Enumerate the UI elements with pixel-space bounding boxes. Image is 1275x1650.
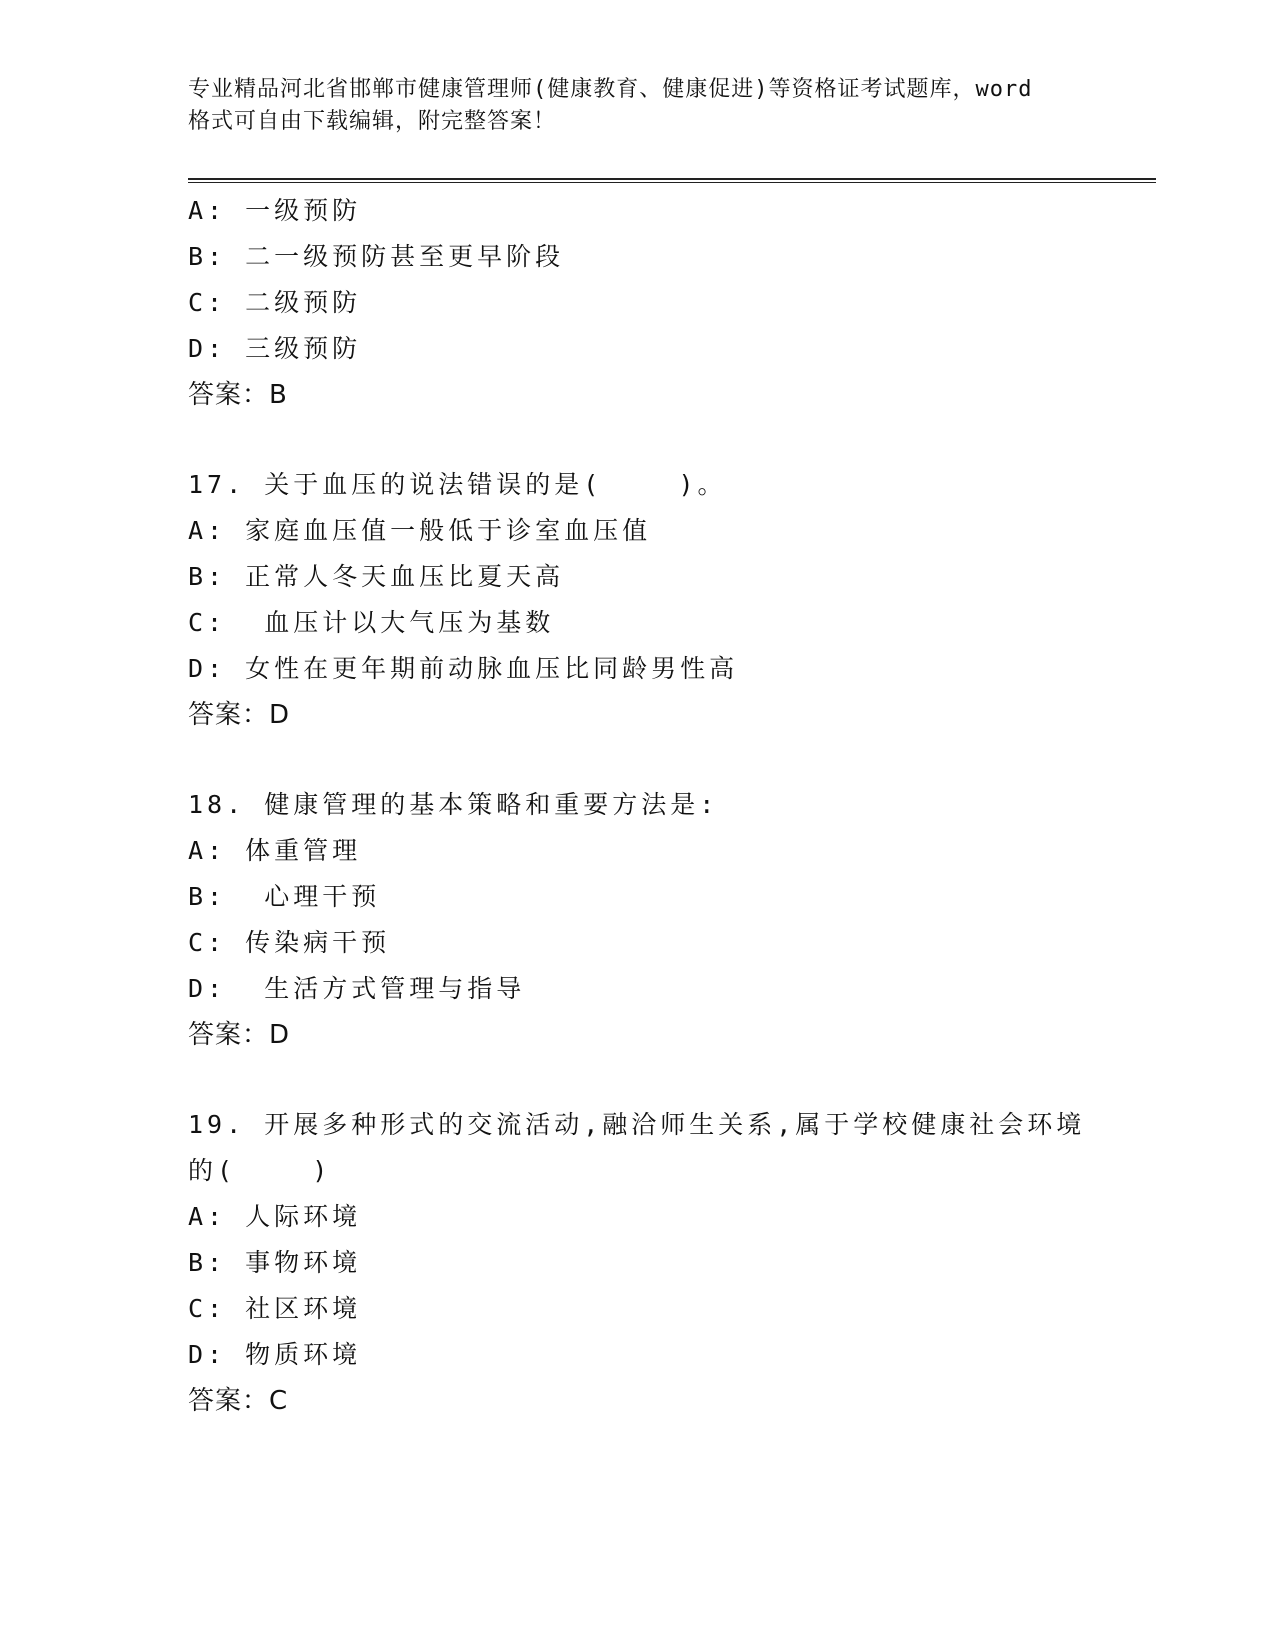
- document-header: [188, 74, 1088, 138]
- spacer: [188, 1058, 1088, 1102]
- option-b: B: 正常人冬天血压比夏天高: [188, 562, 565, 591]
- question-text: 17. 关于血压的说法错误的是( )。: [188, 470, 727, 499]
- option-c: C: 社区环境: [188, 1294, 362, 1323]
- option-d: D: 三级预防: [188, 334, 362, 363]
- option-b: B: 事物环境: [188, 1248, 362, 1277]
- option-d: D: 生活方式管理与指导: [188, 974, 526, 1003]
- spacer: [188, 738, 1088, 782]
- question-17: [188, 462, 1088, 738]
- option-b: B: 心理干预: [188, 882, 381, 911]
- question-text: 18. 健康管理的基本策略和重要方法是:: [188, 790, 719, 819]
- question-16: [188, 188, 1088, 418]
- header-line-1: 专业精品河北省邯郸市健康管理师(健康教育、健康促进)等资格证考试题库，word: [188, 77, 1033, 102]
- header-divider: [188, 178, 1156, 183]
- option-a: A: 家庭血压值一般低于诊室血压值: [188, 516, 652, 545]
- spacer: [188, 418, 1088, 462]
- answer: 答案：B: [188, 380, 288, 410]
- question-18: [188, 782, 1088, 1058]
- answer: 答案：C: [188, 1386, 289, 1416]
- option-a: A: 一级预防: [188, 196, 362, 225]
- answer: 答案：D: [188, 1020, 291, 1050]
- option-a: A: 人际环境: [188, 1202, 362, 1231]
- question-19: [188, 1102, 1088, 1424]
- header-line-2: 格式可自由下载编辑，附完整答案！: [188, 109, 557, 134]
- question-text-line-2: 的( ): [188, 1156, 332, 1185]
- option-b: B: 二一级预防甚至更早阶段: [188, 242, 565, 271]
- option-c: C: 血压计以大气压为基数: [188, 608, 555, 637]
- question-list: [188, 188, 1088, 1424]
- question-text-line-1: 19. 开展多种形式的交流活动,融洽师生关系,属于学校健康社会环境: [188, 1110, 1086, 1139]
- answer: 答案：D: [188, 700, 291, 730]
- option-a: A: 体重管理: [188, 836, 362, 865]
- option-d: D: 女性在更年期前动脉血压比同龄男性高: [188, 654, 739, 683]
- option-d: D: 物质环境: [188, 1340, 362, 1369]
- option-c: C: 传染病干预: [188, 928, 391, 957]
- option-c: C: 二级预防: [188, 288, 362, 317]
